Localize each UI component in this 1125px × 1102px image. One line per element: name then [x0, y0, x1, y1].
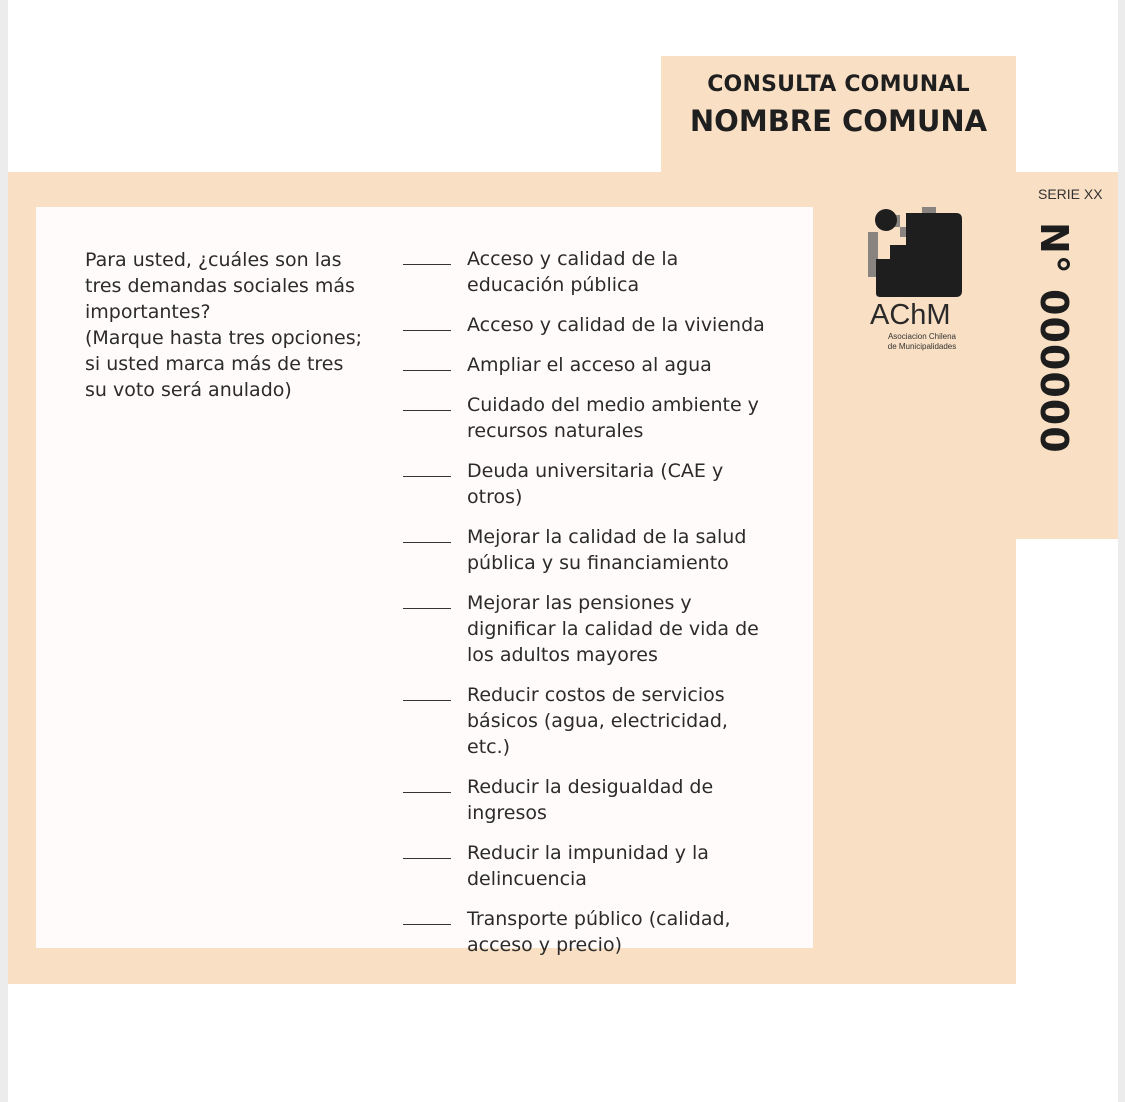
- option-item[interactable]: [403, 352, 773, 378]
- header-tab: [661, 56, 1016, 174]
- commune-name: NOMBRE COMUNA: [689, 104, 988, 138]
- logo-subtitle-line1: Asociacion Chilena: [887, 332, 957, 341]
- option-label: Reducir la impunidad y la delincuencia: [467, 842, 709, 890]
- option-item[interactable]: [403, 312, 773, 338]
- achm-logo-icon: [866, 207, 966, 302]
- option-item[interactable]: [403, 246, 773, 298]
- option-item[interactable]: [403, 840, 773, 892]
- option-item[interactable]: [403, 392, 773, 444]
- option-label: Acceso y calidad de la vivienda: [467, 314, 765, 336]
- mark-line[interactable]: [403, 792, 451, 793]
- mark-line[interactable]: [403, 700, 451, 701]
- options-list: [403, 246, 773, 972]
- question-instruction: (Marque hasta tres opciones; si usted marca más de tres su voto será anulado): [85, 327, 363, 401]
- option-label: Mejorar las pensiones y dignificar la calidad de vida de los adultos mayores: [467, 592, 759, 666]
- option-item[interactable]: [403, 458, 773, 510]
- mark-line[interactable]: [403, 608, 451, 609]
- option-label: Mejorar la calidad de la salud pública y su financiamiento: [467, 526, 747, 574]
- ballot-page: [8, 0, 1118, 1102]
- logo-acronym: AChM: [870, 299, 951, 331]
- mark-line[interactable]: [403, 410, 451, 411]
- mark-line[interactable]: [403, 370, 451, 371]
- serie-label: SERIE XX: [1038, 186, 1103, 202]
- mark-line[interactable]: [403, 858, 451, 859]
- option-label: Cuidado del medio ambiente y recursos naturales: [467, 394, 759, 442]
- question-text: Para usted, ¿cuáles son las tres demandas sociales más importantes?: [85, 249, 355, 323]
- option-label: Reducir costos de servicios básicos (agua, electricidad, etc.): [467, 684, 728, 758]
- logo-subtitle-line2: de Municipalidades: [887, 342, 957, 351]
- option-label: Transporte público (calidad, acceso y precio): [467, 908, 731, 956]
- header-title: CONSULTA COMUNAL: [707, 72, 970, 97]
- option-item[interactable]: [403, 906, 773, 958]
- mark-line[interactable]: [403, 542, 451, 543]
- option-label: Acceso y calidad de la educación pública: [467, 248, 679, 296]
- logo-subtitle: [872, 332, 972, 352]
- logo-dot: [875, 209, 897, 231]
- mark-line[interactable]: [403, 924, 451, 925]
- option-label: Ampliar el acceso al agua: [467, 354, 712, 376]
- achm-logo: [866, 207, 966, 357]
- option-label: Reducir la desigualdad de ingresos: [467, 776, 714, 824]
- option-item[interactable]: [403, 590, 773, 668]
- question-block: [85, 247, 370, 403]
- mark-line[interactable]: [403, 476, 451, 477]
- mark-line[interactable]: [403, 264, 451, 265]
- option-label: Deuda universitaria (CAE y otros): [467, 460, 724, 508]
- option-item[interactable]: [403, 774, 773, 826]
- mark-line[interactable]: [403, 330, 451, 331]
- option-item[interactable]: [403, 524, 773, 576]
- option-item[interactable]: [403, 682, 773, 760]
- ballot-number: N° 000000: [1032, 222, 1076, 454]
